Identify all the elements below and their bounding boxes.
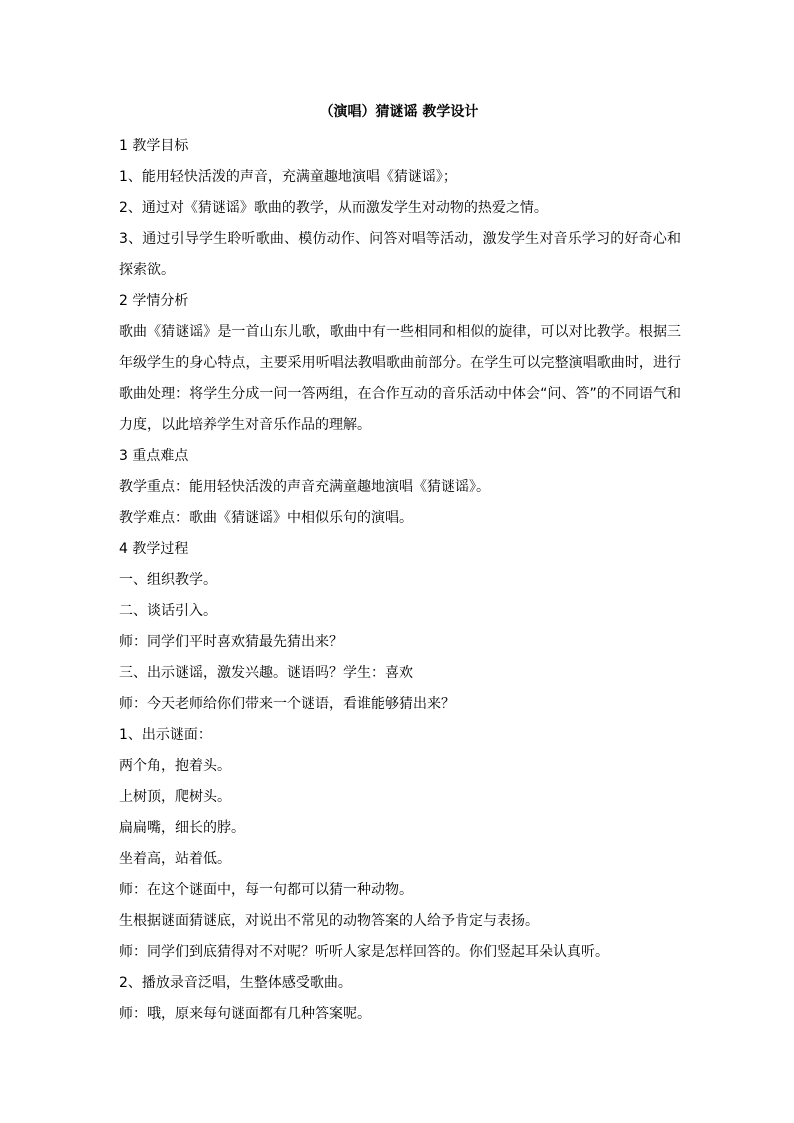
paragraph-line: 教学难点：歌曲《猜谜谣》中相似乐句的演唱。: [119, 510, 413, 526]
paragraph-line: 师：哦，原来每句谜面都有几种答案呢。: [119, 1006, 371, 1022]
document-body: [119, 131, 681, 1030]
paragraph-line: 师：同学们到底猜得对不对呢？听听人家是怎样回答的。你们竖起耳朵认真听。: [119, 944, 609, 960]
paragraph-line: 生根据谜面猜谜底，对说出不常见的动物答案的人给予肯定与表扬。: [119, 913, 539, 929]
paragraph-line: 2、播放录音泛唱，生整体感受歌曲。: [119, 975, 352, 991]
riddle-line: 上树顶，爬树头。: [119, 789, 231, 805]
paragraph-line: 1、出示谜面：: [119, 727, 212, 743]
section-heading-process: 4 教学过程: [119, 541, 189, 557]
riddle-line: 坐着高，站着低。: [119, 851, 231, 867]
paragraph-line: 师：同学们平时喜欢猜最先猜出来？: [119, 634, 343, 650]
paragraph-line: 年级学生的身心特点，主要采用听唱法教唱歌曲前部分。在学生可以完整演唱歌曲时，进行: [119, 355, 681, 371]
paragraph-line: 1、能用轻快活泼的声音，充满童趣地演唱《猜谜谣》；: [119, 169, 457, 185]
paragraph-line: 二、谈话引入。: [119, 603, 217, 619]
paragraph-line: 一、组织教学。: [119, 572, 217, 588]
paragraph-line: 歌曲《猜谜谣》是一首山东儿歌，歌曲中有一些相同和相似的旋律，可以对比教学。根据三: [119, 324, 681, 340]
section-heading-key-points: 3 重点难点: [119, 448, 189, 464]
riddle-line: 扁扁嘴，细长的脖。: [119, 820, 245, 836]
paragraph-line: 歌曲处理：将学生分成一问一答两组，在合作互动的音乐活动中体会“问、答”的不同语气和: [119, 386, 681, 402]
paragraph-line: 三、出示谜谣，激发兴趣。谜语吗？学生：喜欢: [119, 665, 413, 681]
document-title: （演唱）猜谜谣 教学设计: [319, 104, 479, 120]
section-heading-analysis: 2 学情分析: [119, 293, 189, 309]
paragraph-line: 2、通过对《猜谜谣》歌曲的教学，从而激发学生对动物的热爱之情。: [119, 200, 548, 216]
section-heading-objectives: 1 教学目标: [119, 138, 189, 154]
paragraph-line: 力度，以此培养学生对音乐作品的理解。: [119, 417, 371, 433]
paragraph-line: 师：在这个谜面中，每一句都可以猜一种动物。: [119, 882, 413, 898]
riddle-line: 两个角，抱着头。: [119, 758, 231, 774]
paragraph-line: 教学重点：能用轻快活泼的声音充满童趣地演唱《猜谜谣》。: [119, 479, 490, 495]
paragraph-line: 探索欲。: [119, 262, 175, 278]
paragraph-line: 师：今天老师给你们带来一个谜语，看谁能够猜出来？: [119, 696, 455, 712]
paragraph-line: 3、通过引导学生聆听歌曲、模仿动作、问答对唱等活动，激发学生对音乐学习的好奇心和: [119, 231, 681, 247]
